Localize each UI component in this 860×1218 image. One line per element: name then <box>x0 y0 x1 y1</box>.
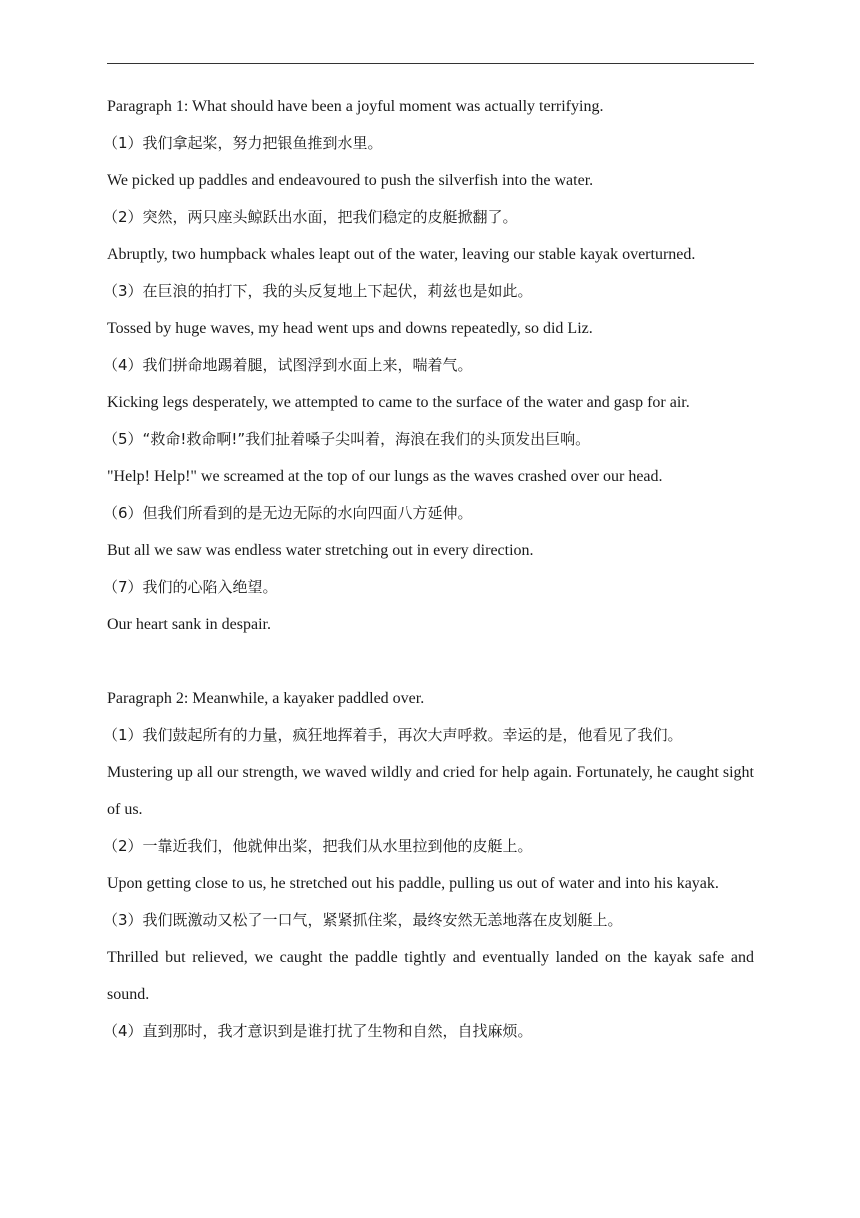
chinese-sentence: （3）在巨浪的拍打下，我的头反复地上下起伏，莉兹也是如此。 <box>103 282 533 300</box>
english-translation: Abruptly, two humpback whales leapt out of the water, leaving our stable kayak overturned. <box>107 246 696 263</box>
english-translation: We picked up paddles and endeavoured to push the silverfish into the water. <box>107 172 594 189</box>
document-body <box>103 88 754 1050</box>
chinese-sentence: （1）我们拿起桨，努力把银鱼推到水里。 <box>103 134 383 152</box>
chinese-sentence: （1）我们鼓起所有的力量，疯狂地挥着手，再次大声呼救。幸运的是，他看见了我们。 <box>103 726 683 744</box>
paragraph-1-item-7 <box>103 569 754 643</box>
english-translation: Tossed by huge waves, my head went ups and downs repeatedly, so did Liz. <box>107 320 593 337</box>
paragraph-1-item-6 <box>103 495 754 569</box>
paragraph-1-item-2 <box>103 199 754 273</box>
english-translation: Our heart sank in despair. <box>107 616 271 633</box>
english-translation: Mustering up all our strength, we waved wildly and cried for help again. Fortunately, he caught sight of us. <box>107 764 754 818</box>
english-translation: Upon getting close to us, he stretched out his paddle, pulling us out of water and into his kayak. <box>107 875 719 892</box>
chinese-sentence: （4）我们拼命地踢着腿，试图浮到水面上来，喘着气。 <box>103 356 473 374</box>
paragraph-1-heading: Paragraph 1: What should have been a joyful moment was actually terrifying. <box>107 98 604 115</box>
chinese-sentence: （7）我们的心陷入绝望。 <box>103 578 278 596</box>
english-translation: Thrilled but relieved, we caught the paddle tightly and eventually landed on the kayak safe and sound. <box>107 949 754 1003</box>
paragraph-1-item-5 <box>103 421 754 495</box>
paragraph-2-item-2 <box>103 828 754 902</box>
paragraph-2-item-4 <box>103 1013 754 1050</box>
paragraph-1-item-1 <box>103 125 754 199</box>
chinese-sentence: （2）一靠近我们，他就伸出桨，把我们从水里拉到他的皮艇上。 <box>103 837 533 855</box>
chinese-sentence: （4）直到那时，我才意识到是谁打扰了生物和自然，自找麻烦。 <box>103 1022 533 1040</box>
chinese-sentence: （3）我们既激动又松了一口气，紧紧抓住桨，最终安然无恙地落在皮划艇上。 <box>103 911 623 929</box>
section-gap <box>107 643 754 680</box>
chinese-sentence: （6）但我们所看到的是无边无际的水向四面八方延伸。 <box>103 504 473 522</box>
paragraph-1-item-4 <box>103 347 754 421</box>
english-translation: But all we saw was endless water stretching out in every direction. <box>107 542 534 559</box>
header-rule <box>107 63 754 64</box>
chinese-sentence: （5）“救命!救命啊!”我们扯着嗓子尖叫着，海浪在我们的头顶发出巨响。 <box>103 430 591 448</box>
english-translation: Kicking legs desperately, we attempted to came to the surface of the water and gasp for air. <box>107 394 690 411</box>
paragraph-1-item-3 <box>103 273 754 347</box>
paragraph-2-item-3 <box>103 902 754 1013</box>
paragraph-2-heading: Paragraph 2: Meanwhile, a kayaker paddled over. <box>107 690 425 707</box>
english-translation: "Help! Help!" we screamed at the top of our lungs as the waves crashed over our head. <box>107 468 663 485</box>
chinese-sentence: （2）突然，两只座头鲸跃出水面，把我们稳定的皮艇掀翻了。 <box>103 208 518 226</box>
paragraph-2-item-1 <box>103 717 754 828</box>
